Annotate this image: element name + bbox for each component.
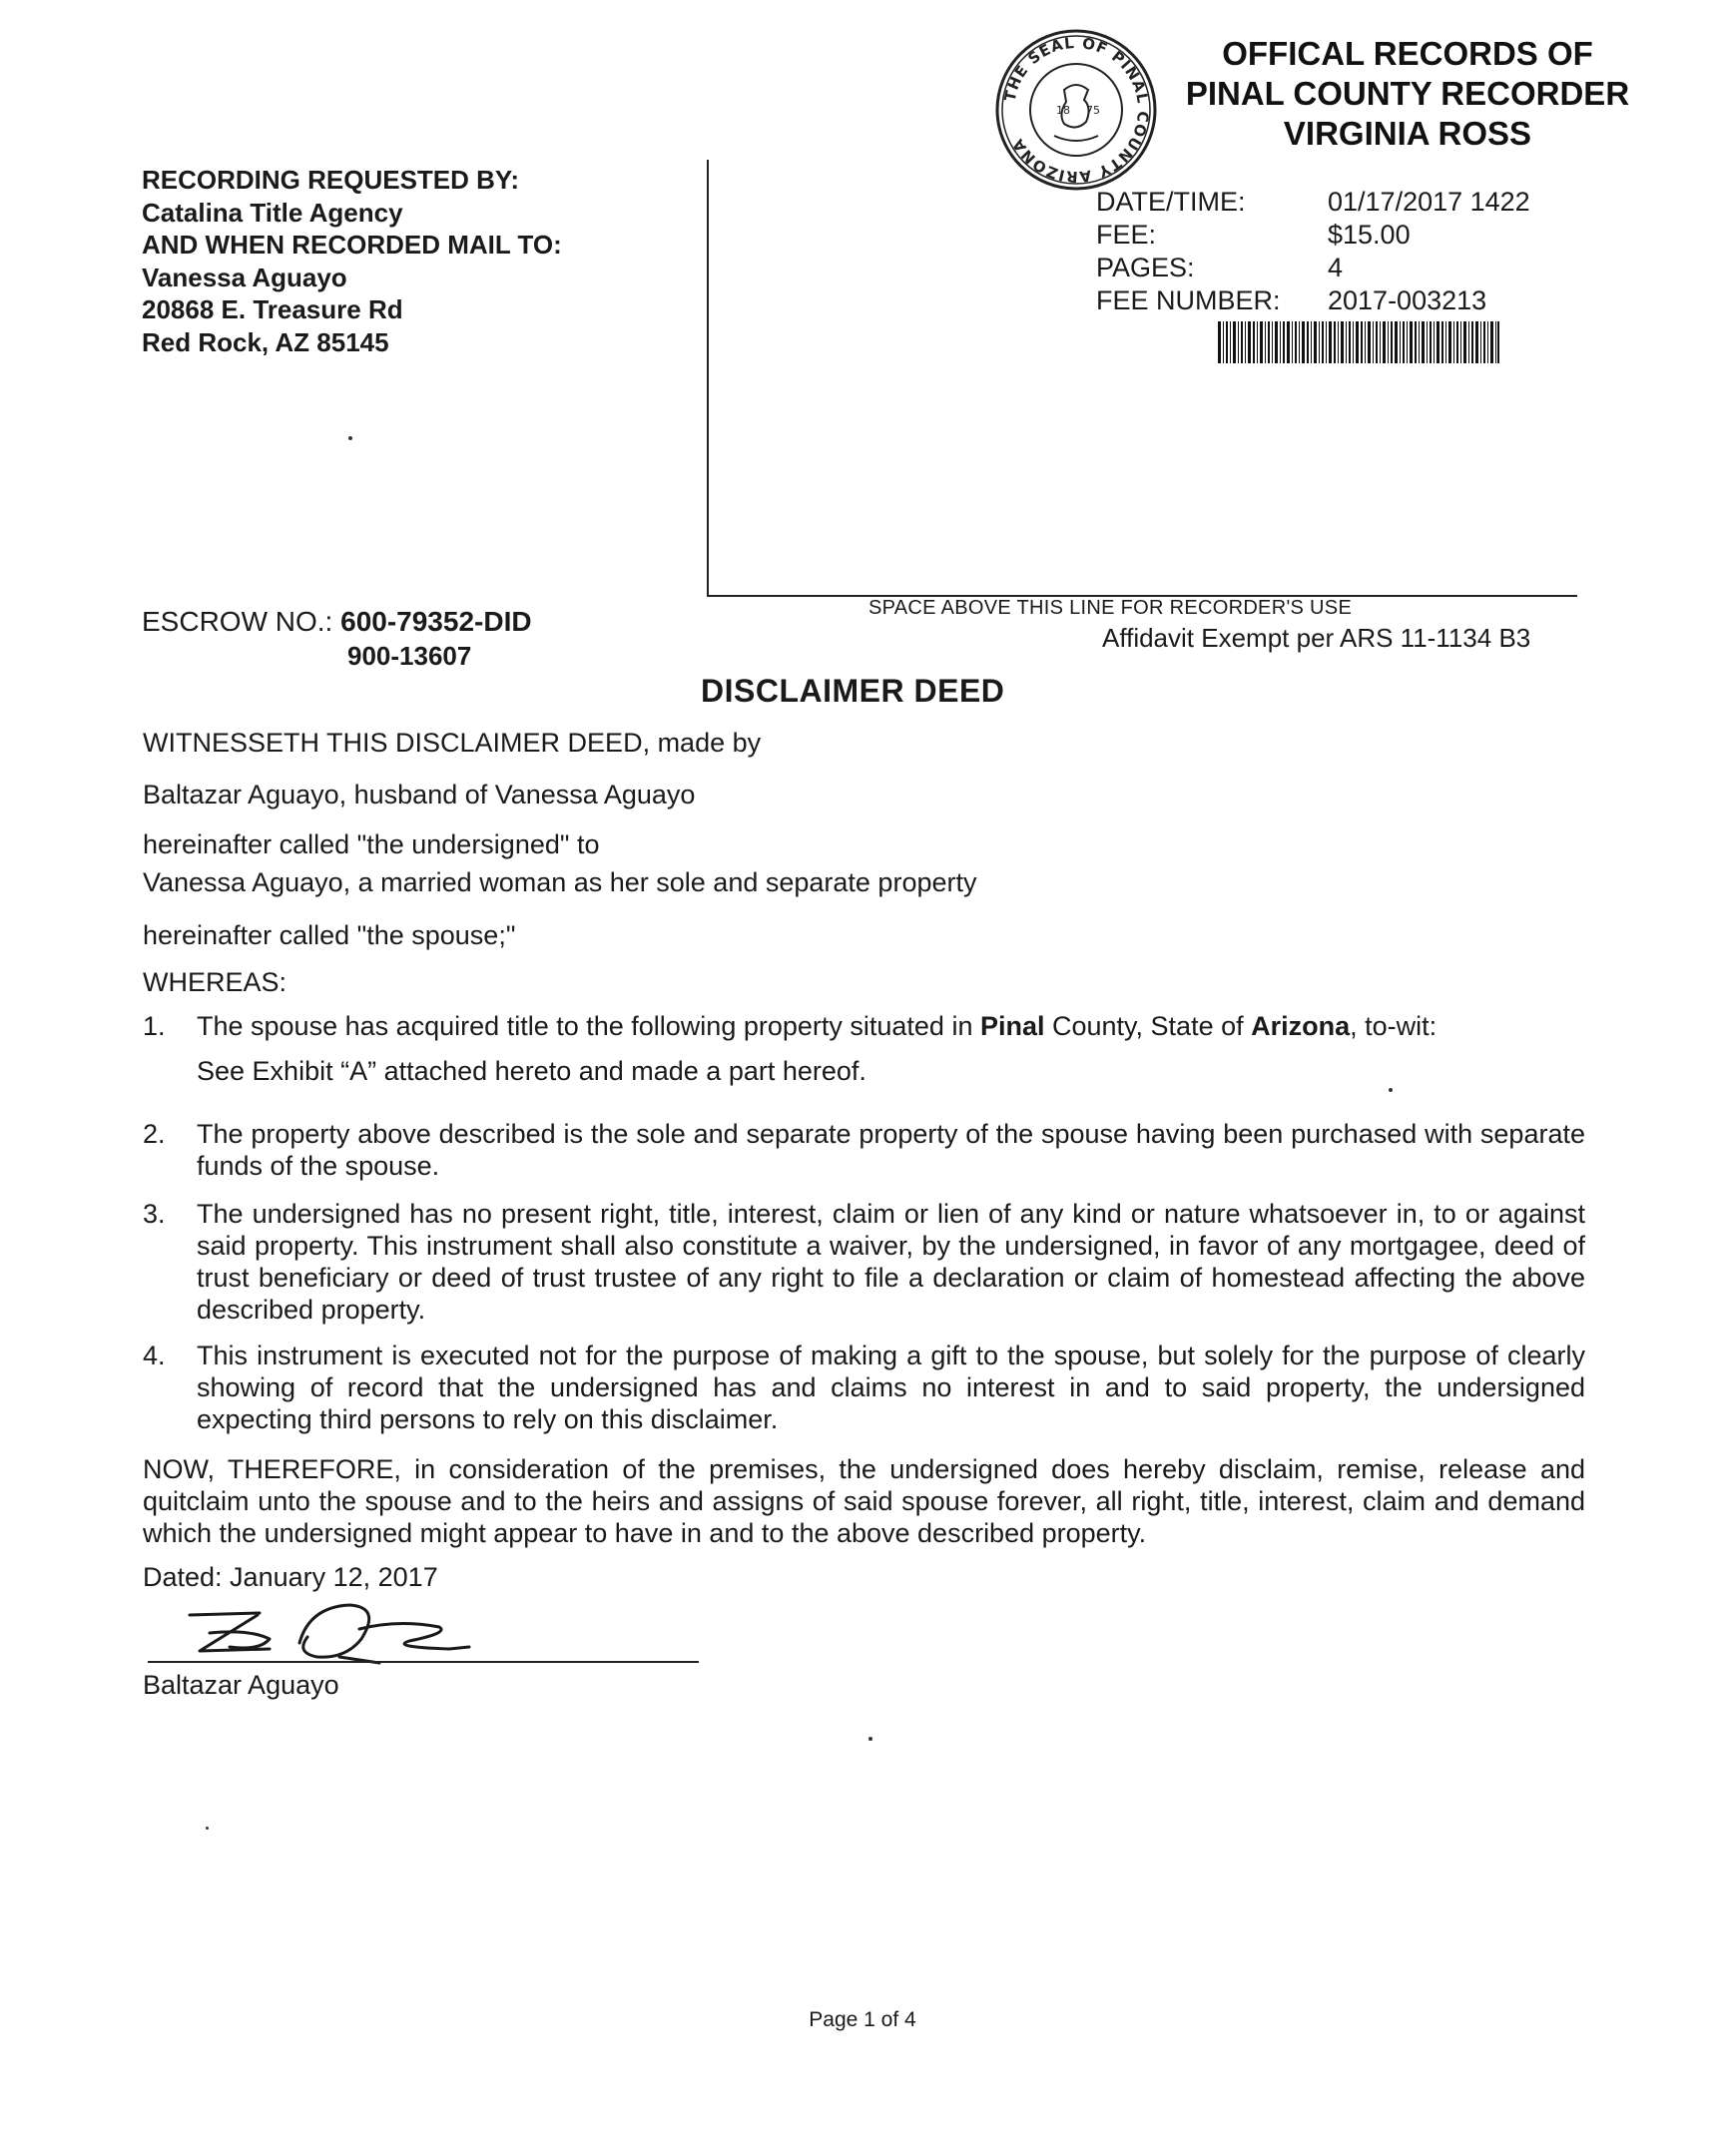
grantor-line: Baltazar Aguayo, husband of Vanessa Aguayo [143,780,696,809]
clause-3 [143,1198,1585,1326]
clause-3-number: 3. [143,1199,166,1229]
county-seal [994,28,1158,192]
mail-street: 20868 E. Treasure Rd [142,294,403,324]
seal-ring-text: THE SEAL OF PINAL COUNTY ARIZONA [1000,33,1153,187]
recording-requested-block [142,164,562,358]
clause-1-number: 1. [143,1011,166,1041]
escrow-label: ESCROW NO.: [142,606,333,637]
escrow-number-2: 900-13607 [347,641,472,671]
dated-line: Dated: January 12, 2017 [143,1562,438,1592]
speck [206,1827,209,1830]
clause-2 [143,1118,1585,1182]
pages-label: PAGES: [1096,253,1195,282]
affidavit-exempt: Affidavit Exempt per ARS 11-1134 B3 [1102,623,1531,653]
fee-value: $15.00 [1328,220,1411,250]
speck [348,436,352,440]
clause-4-number: 4. [143,1341,166,1370]
clause-1-county: Pinal [979,1011,1045,1041]
witnesseth-line: WITNESSETH THIS DISCLAIMER DEED, made by [143,728,762,758]
requested-by: Catalina Title Agency [142,197,403,228]
spouse-line: hereinafter called "the spouse;" [143,920,516,950]
office-line-3: VIRGINIA ROSS [1283,115,1532,152]
fee-number-value: 2017-003213 [1328,285,1487,315]
datetime-row [1096,186,1530,219]
fee-number-label: FEE NUMBER: [1096,285,1281,315]
datetime-value: 01/17/2017 1422 [1328,187,1530,217]
page-number: Page 1 of 4 [809,2008,916,2031]
speck [1389,1088,1393,1092]
mail-city: Red Rock, AZ 85145 [142,326,389,357]
office-line-1: OFFICAL RECORDS OF [1222,35,1593,72]
now-therefore-paragraph: NOW, THEREFORE, in consideration of the premises, the undersigned does hereby disclaim, remise, release and quitclaim unto the spouse and to the heirs and assigns of said spouse forever, all right, title, interest, claim and demand which the undersigned might appear to have in and to the above described property. [143,1454,1585,1548]
escrow-number-1: 600-79352-DID [340,606,532,637]
escrow-line [142,605,532,639]
speck [868,1737,872,1741]
fee-label: FEE: [1096,220,1157,250]
mail-name: Vanessa Aguayo [142,262,347,292]
mail-to-label: AND WHEN RECORDED MAIL TO: [142,230,562,260]
recorder-box-vertical-line [707,160,709,595]
pages-row [1096,252,1530,284]
seal-year-left: 18 [1056,104,1070,117]
signature-line [148,1661,699,1663]
clause-1-text [197,1010,1585,1042]
undersigned-line: hereinafter called "the undersigned" to [143,829,600,859]
clause-1-part-a: The spouse has acquired title to the following property situated in [197,1011,980,1041]
clause-3-text: The undersigned has no present right, title, interest, claim or lien of any kind or nature whatsoever in, to or against said property. This instrument shall also constitute a waiver, by the undersigned, in favor of any mortgagee, deed of trust beneficiary or deed of trust trustee of any right to file a declaration or claim of homestead affecting the above described property. [197,1199,1585,1325]
fee-number-row [1096,284,1530,317]
office-line-2: PINAL COUNTY RECORDER [1185,75,1630,112]
seal-year-right: 75 [1086,104,1100,117]
recorder-use-note: SPACE ABOVE THIS LINE FOR RECORDER'S USE [868,597,1353,619]
office-title [1158,34,1657,154]
clause-2-text: The property above described is the sole and separate property of the spouse having been purchased with separate funds of the spouse. [197,1119,1585,1181]
clause-2-number: 2. [143,1119,166,1149]
grantee-line: Vanessa Aguayo, a married woman as her sole and separate property [143,867,977,897]
clause-4 [143,1340,1585,1435]
clause-1-part-e: , to-wit: [1350,1011,1438,1041]
datetime-label: DATE/TIME: [1096,187,1246,217]
document-title: DISCLAIMER DEED [701,673,1005,709]
clause-1-state: Arizona [1251,1011,1351,1041]
clause-1-part-c: County, State of [1044,1011,1252,1041]
pages-value: 4 [1328,253,1344,282]
barcode [1218,321,1499,363]
whereas-heading: WHEREAS: [143,967,288,997]
requested-by-label: RECORDING REQUESTED BY: [142,165,519,195]
fee-row [1096,219,1530,252]
clause-1 [143,1010,1585,1042]
signer-name: Baltazar Aguayo [143,1670,339,1700]
exhibit-reference: See Exhibit “A” attached hereto and made a part hereof. [197,1056,866,1086]
recording-info [1096,186,1530,317]
clause-4-text: This instrument is executed not for the purpose of making a gift to the spouse, but solely for the purpose of clearly showing of record that the undersigned has and claims no interest in and to said property, the undersigned expecting third persons to rely on this disclaimer. [197,1341,1585,1434]
